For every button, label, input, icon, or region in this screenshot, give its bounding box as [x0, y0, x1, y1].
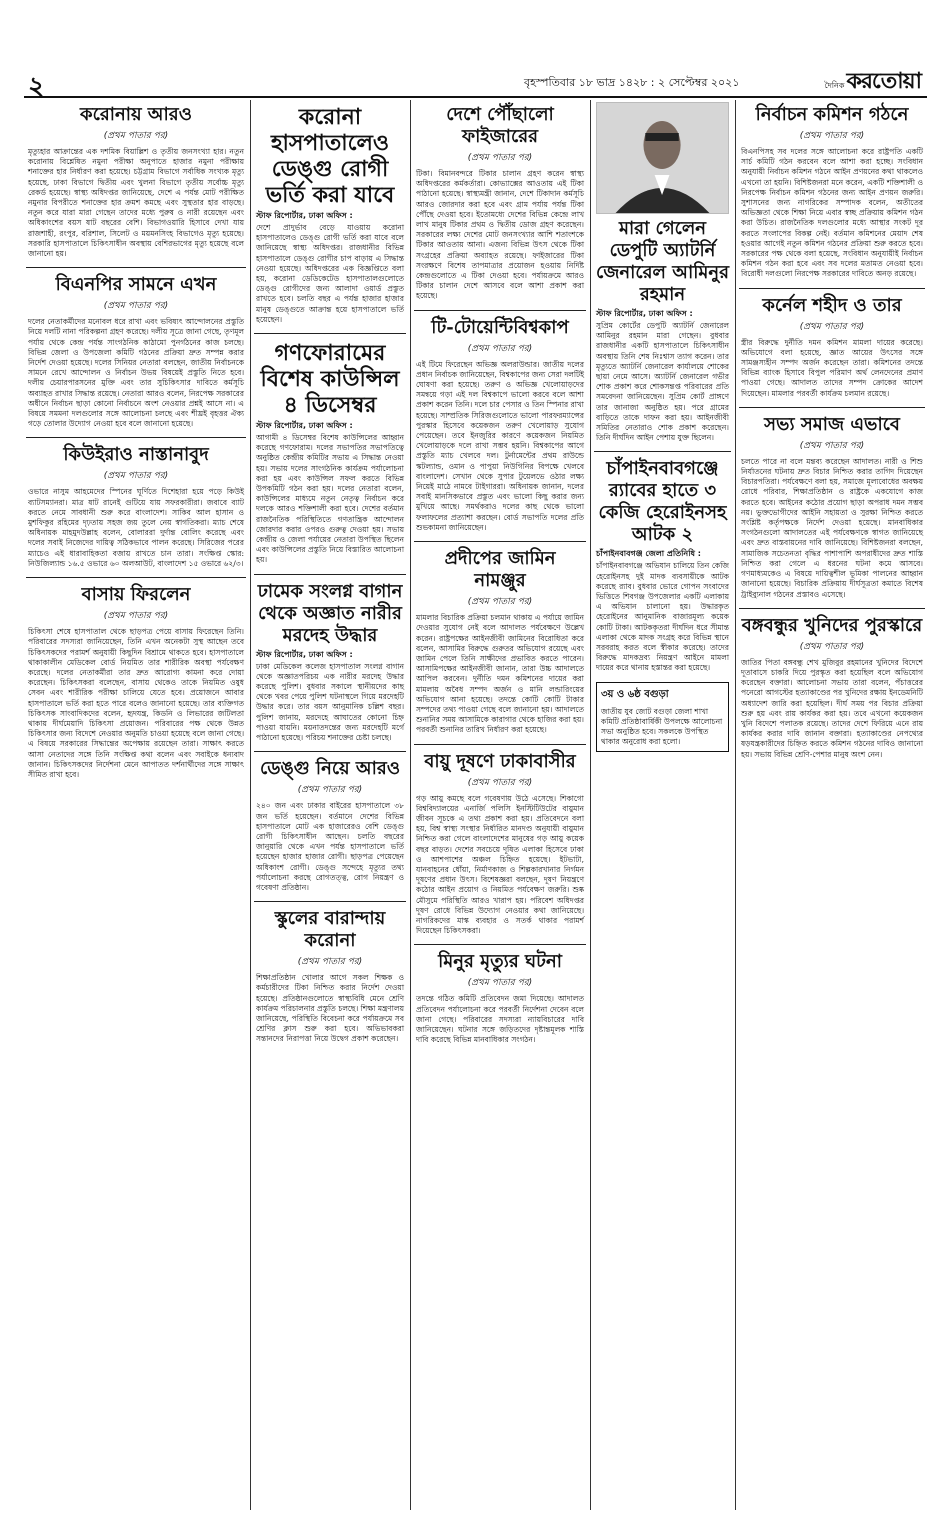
body-text: টিকা। বিমানবন্দরে টিকার চালান গ্রহণ করেন স্বাস্থ্য অধিদপ্তরের কর্মকর্তারা। কোভ্যাক্সের আওতায় এই টিকা পাঠানো হয়েছে। স্বাস্থ্যমন্ত্রী জানান, দেশে টিকাদান কর্মসূচি আরও জোরদার করা হবে এবং গ্রাম পর্যায় পর্যন্ত টিকা পৌঁছে দেওয়া হবে। ইতোমধ্যে দেশের বিভিন্ন কেন্দ্রে লাখ লাখ মানুষ টিকার প্রথম ও দ্বিতীয় ডোজ গ্রহণ করেছেন। সরকারের লক্ষ্য দেশের মোট জনসংখ্যার আশি শতাংশকে টিকার আওতায় আনা। এজন্য বিভিন্ন উৎস থেকে টিকা সংগ্রহের প্রক্রিয়া অব্যাহত রয়েছে। ফাইজারের টিকা সংরক্ষণে বিশেষ তাপমাত্রার প্রয়োজন হওয়ায় নির্দিষ্ট কেন্দ্রগুলোতে এ টিকা দেওয়া হবে। পর্যায়ক্রমে আরও টিকার চালান দেশে আসবে বলে আশা প্রকাশ করা হয়েছে। — [416, 169, 584, 301]
body-text: এই টিমে ফিরেছেন অভিজ্ঞ অলরাউন্ডার। জাতীয় দলের প্রধান নির্বাচক জানিয়েছেন, বিশ্বকাপের জন্য সেরা দলটিই ঘোষণা করা হয়েছে। তরুণ ও অভিজ্ঞ খেলোয়াড়দের সমন্বয়ে গড়া এই দল বিশ্বকাপে ভালো করবে বলে আশা প্রকাশ করেন তিনি। দলে চার পেসার ও তিন স্পিনার রাখা হয়েছে। সাম্প্রতিক সিরিজগুলোতে ভালো পারফরম্যান্সের পুরস্কার হিসেবে কয়েকজন তরুণ খেলোয়াড় সুযোগ পেয়েছেন। তবে ইনজুরির কারণে কয়েকজন নিয়মিত খেলোয়াড়কে দলে রাখা সম্ভব হয়নি। বিশ্বকাপের আগে প্রস্তুতি ম্যাচ খেলবে দল। টুর্নামেন্টের প্রথম রাউন্ডে স্কটল্যান্ড, ওমান ও পাপুয়া নিউগিনির বিপক্ষে খেলবে বাংলাদেশ। সেখান থেকে সুপার টুয়েলভে ওঠার লক্ষ্য নিয়েই মাঠে নামবে টাইগাররা। অধিনায়ক জানান, দলের সবাই মানসিকভাবে প্রস্তুত এবং ভালো কিছু করার জন্য মুখিয়ে আছে। সমর্থকরাও দলের কাছ থেকে ভালো ফলাফলের প্রত্যাশা করছেন। বোর্ড সভাপতি দলের প্রতি শুভকামনা জানিয়েছেন। — [416, 359, 584, 532]
body-text: সুপ্রিম কোর্টের ডেপুটি অ্যাটর্নি জেনারেল আমিনুর রহমান মারা গেছেন। বুধবার রাজধানীর একটি হাসপাতালে চিকিৎসাধীন অবস্থায় তিনি শেষ নিঃশ্বাস ত্যাগ করেন। তার মৃত্যুতে অ্যাটর্নি জেনারেল কার্যালয়ে শোকের ছায়া নেমে আসে। অ্যাটর্নি জেনারেল গভীর শোক প্রকাশ করে শোকসন্তপ্ত পরিবারের প্রতি সমবেদনা জানিয়েছেন। সুপ্রিম কোর্ট প্রাঙ্গণে তার জানাজা অনুষ্ঠিত হয়। পরে গ্রামের বাড়িতে তাকে দাফন করা হয়। আইনজীবী সমিতির নেতারাও শোক প্রকাশ করেছেন। তিনি দীর্ঘদিন আইন পেশায় যুক্ত ছিলেন। — [596, 321, 729, 443]
headline: বায়ু দূষণে ঢাকাবাসীর — [424, 750, 576, 772]
continued-tag: (প্রথম পাতার পর) — [799, 641, 865, 652]
headline: করোনায় আরও — [80, 104, 192, 125]
divider — [254, 751, 406, 752]
story-election-commission — [741, 104, 923, 280]
divider — [414, 744, 586, 745]
divider — [739, 407, 925, 408]
headline: ডেঙ্গু নিয়ে আরও — [259, 758, 401, 780]
body-text: মৃত্যুহার আক্রান্তের এক দশমিক বিয়াল্লিশ ও তৃতীয় জনসংখ্যা হার। নতুন করোনায় বিশ্লেষিত নমুনা পরীক্ষা অনুপাতে হাজার নমুনা পরীক্ষায় শনাক্তের হার নির্ধারণ করা হয়েছে। চট্টগ্রাম বিভাগে সর্বাধিক সংখ্যক মৃত্যু হয়েছে, ঢাকা বিভাগে দ্বিতীয় এবং খুলনা বিভাগে তৃতীয় সর্বোচ্চ মৃত্যু রেকর্ড হয়েছে। স্বাস্থ্য অধিদপ্তর জানিয়েছে, দেশে এ পর্যন্ত মোট পরীক্ষিত নমুনার বিপরীতে শনাক্তের হার ক্রমশ কমছে এবং সুস্থতার হার বাড়ছে। নতুন করে যারা মারা গেছেন তাদের মধ্যে পুরুষ ও নারী রয়েছেন এবং অধিকাংশের বয়স ষাট বছরের বেশি। বিভাগওয়ারি হিসাবে দেখা যায় রাজশাহী, রংপুর, বরিশাল, সিলেট ও ময়মনসিংহ বিভাগেও মৃত্যু হয়েছে। সরকারি হাসপাতালে চিকিৎসাধীন অবস্থায় বেশিরভাগের মৃত্যু হয়েছে বলে জানানো হয়। — [28, 147, 244, 259]
story-deputy-ag — [596, 218, 729, 443]
body-text: ওভারে নাসুম আহমেদের স্পিনের ঘূর্ণিতে দিশেহারা হয়ে পড়ে কিউই ব্যাটসম্যানরা। মাত্র ষাট রানেই গুটিয়ে যায় সফরকারীরা। জবাবে ব্যাট করতে নেমে সাবধানী শুরু করে বাংলাদেশ। সাকিব আল হাসান ও মুশফিকুর রহিমের দৃঢ়তায় সহজ জয় তুলে নেয় স্বাগতিকরা। ম্যাচ শেষে অধিনায়ক মাহমুদউল্লাহ বলেন, বোলাররা দুর্দান্ত বোলিং করেছে এবং দলের সবাই নিজেদের দায়িত্ব সঠিকভাবে পালন করেছে। সিরিজের পরের ম্যাচেও এই ধারাবাহিকতা বজায় রাখতে চান তারা। সংক্ষিপ্ত স্কোর: নিউজিল্যান্ড ১৬.৫ ওভারে ৬০ অলআউট, বাংলাদেশ ১৫ ওভারে ৬২/৩। — [28, 487, 244, 568]
headline: দেশে পৌঁছালো ফাইজারের — [446, 104, 554, 147]
newspaper-logo — [824, 64, 921, 101]
byline: স্টাফ রিপোর্টার, ঢাকা অফিস : — [256, 211, 353, 220]
story-pfizer — [416, 104, 584, 302]
story-kiwis — [28, 444, 244, 569]
headline: বাসায় ফিরলেন — [81, 584, 191, 606]
divider — [26, 437, 246, 438]
headline: করোনা হাসপাতালেও ডেঙ্গু রোগী ভর্তি করা যাবে — [265, 104, 395, 208]
notice-body: জাতীয় যুব জোট বগুড়া জেলা শাখা কমিটি প্রতিষ্ঠাবার্ষিকী উপলক্ষে আলোচনা সভা অনুষ্ঠিত হবে। সকলকে উপস্থিত থাকার অনুরোধ করা হলো। — [601, 706, 723, 746]
continued-tag: (প্রথম পাতার পর) — [103, 131, 169, 141]
byline: স্টাফ রিপোর্টার, ঢাকা অফিস : — [256, 649, 353, 659]
byline: চাঁপাইনবাবগঞ্জ জেলা প্রতিনিধি : — [596, 549, 701, 559]
headline: বিএনপির সামনে এখন — [55, 274, 217, 296]
column-rule — [590, 100, 591, 1510]
continued-tag: (প্রথম পাতার পর) — [467, 153, 533, 163]
continued-tag: (প্রথম পাতার পর) — [297, 957, 363, 968]
masthead — [24, 64, 927, 102]
dateline: বৃহস্পতিবার ১৮ ভাদ্র ১৪২৮ : ২ সেপ্টেম্বর ২০২১ — [524, 76, 740, 89]
page-number: ২ — [28, 72, 45, 102]
body-text: আগামী ৪ ডিসেম্বর বিশেষ কাউন্সিলের আহ্বান করেছে গণফোরাম। দলের সভাপতির সভাপতিত্বে অনুষ্ঠিত কেন্দ্রীয় কমিটির সভায় এ সিদ্ধান্ত নেওয়া হয়। সভায় দলের সাংগঠনিক কার্যক্রম পর্যালোচনা করা হয় এবং কাউন্সিল সফল করতে বিভিন্ন উপকমিটি গঠন করা হয়। দলের নেতারা বলেন, কাউন্সিলের মাধ্যমে নতুন নেতৃত্ব নির্বাচন করে দলকে আরও শক্তিশালী করা হবে। দেশের বর্তমান রাজনৈতিক পরিস্থিতিতে গণতান্ত্রিক আন্দোলন জোরদার করার ওপরও গুরুত্ব দেওয়া হয়। সভায় কেন্দ্রীয় ও জেলা পর্যায়ের নেতারা উপস্থিত ছিলেন এবং কাউন্সিলের প্রস্তুতি নিয়ে বিস্তারিত আলোচনা হয়। — [256, 433, 404, 565]
logo-name: করতোয়া — [846, 68, 921, 94]
body-text: চিকিৎসা শেষে হাসপাতাল থেকে ছাড়পত্র পেয়ে বাসায় ফিরেছেন তিনি। পরিবারের সদস্যরা জানিয়েছেন, তিনি এখন অনেকটা সুস্থ আছেন তবে চিকিৎসকদের পরামর্শ অনুযায়ী কিছুদিন বিশ্রামে থাকতে হবে। হাসপাতালে থাকাকালীন মেডিকেল বোর্ড নিয়মিত তার শারীরিক অবস্থা পর্যবেক্ষণ করেছে। দলের নেতাকর্মীরা তার দ্রুত আরোগ্য কামনা করে দোয়া করেছেন। চিকিৎসকরা বলেছেন, বাসায় থেকেও তাকে নিয়মিত ওষুধ সেবন এবং শারীরিক পরীক্ষা চালিয়ে যেতে হবে। প্রয়োজনে আবার হাসপাতালে ভর্তি করা হতে পারে বলেও জানানো হয়েছে। তার ব্যক্তিগত চিকিৎসক সাংবাদিকদের বলেন, হৃদযন্ত্র, কিডনি ও লিভারের জটিলতা থাকায় দীর্ঘমেয়াদি চিকিৎসা প্রয়োজন। পরিবারের পক্ষ থেকে উন্নত চিকিৎসার জন্য বিদেশে নেওয়ার অনুমতি চাওয়া হয়েছে বলে জানা গেছে। এ বিষয়ে সরকারের সিদ্ধান্তের অপেক্ষায় রয়েছেন তারা। সাক্ষাৎ করতে আসা নেতাদের সঙ্গে তিনি সংক্ষিপ্ত কথা বলেন এবং সবাইকে ধন্যবাদ জানান। চিকিৎসকদের নির্দেশনা মেনে আপাতত দর্শনার্থীদের সঙ্গে সাক্ষাৎ সীমিত রাখা হবে। — [28, 627, 244, 779]
divider — [739, 288, 925, 289]
continued-tag: (প্রথম পাতার পর) — [799, 440, 865, 451]
story-dengue-hospital — [256, 104, 404, 325]
continued-tag: (প্রথম পাতার পর) — [467, 978, 533, 989]
body-text: মামলার বিচারিক প্রক্রিয়া চলমান থাকায় এ পর্যায়ে জামিন দেওয়ার সুযোগ নেই বলে আদালত পর্যবেক্ষণে উল্লেখ করেন। রাষ্ট্রপক্ষের আইনজীবী জামিনের বিরোধিতা করে বলেন, আসামির বিরুদ্ধে গুরুতর অভিযোগ রয়েছে এবং জামিন পেলে তিনি সাক্ষীদের প্রভাবিত করতে পারেন। আসামিপক্ষের আইনজীবী জানান, তারা উচ্চ আদালতে আপিল করবেন। দুর্নীতি দমন কমিশনের দায়ের করা মামলায় অবৈধ সম্পদ অর্জন ও মানি লন্ডারিংয়ের অভিযোগ আনা হয়েছে। তদন্তে কোটি কোটি টাকার সম্পদের তথ্য পাওয়া গেছে বলে জানানো হয়। আদালতে শুনানির সময় আসামিকে কারাগার থেকে হাজির করা হয়। পরবর্তী শুনানির তারিখ নির্ধারণ করা হয়েছে। — [416, 613, 584, 735]
notice-title: ৩য় ও ৬ষ্ঠ বগুড়া — [601, 688, 669, 700]
story-corona — [28, 104, 244, 259]
divider — [414, 944, 586, 945]
body-text: চলতে পারে না বলে মন্তব্য করেছেন আদালত। নারী ও শিশু নির্যাতনের ঘটনায় দ্রুত বিচার নিশ্চিত করার তাগিদ দিয়েছেন বিচারপতিরা। পর্যবেক্ষণে বলা হয়, সমাজে মূল্যবোধের অবক্ষয় রোধে পরিবার, শিক্ষাপ্রতিষ্ঠান ও রাষ্ট্রকে একযোগে কাজ করতে হবে। আইনের কঠোর প্রয়োগ ছাড়া অপরাধ দমন সম্ভব নয়। ভুক্তভোগীদের আইনি সহায়তা ও সুরক্ষা নিশ্চিত করতে সংশ্লিষ্ট কর্তৃপক্ষকে নির্দেশ দেওয়া হয়েছে। মানবাধিকার সংগঠনগুলো আদালতের এই পর্যবেক্ষণকে স্বাগত জানিয়েছে এবং দ্রুত বাস্তবায়নের দাবি জানিয়েছে। বিশিষ্টজনরা বলছেন, সামাজিক সচেতনতা বৃদ্ধির পাশাপাশি অপরাধীদের দ্রুত শাস্তি নিশ্চিত করা গেলে এ ধরনের ঘটনা কমে আসবে। গণমাধ্যমকেও এ বিষয়ে দায়িত্বশীল ভূমিকা পালনের আহ্বান জানানো হয়েছে। বিচারিক প্রক্রিয়ায় দীর্ঘসূত্রতা কমাতে বিশেষ ট্রাইব্যুনাল গঠনের প্রস্তাবও এসেছে। — [741, 456, 923, 599]
body-text: ২৪০ জন এবং ঢাকার বাইরের হাসপাতালে ৩৮ জন ভর্তি হয়েছেন। বর্তমানে দেশের বিভিন্ন হাসপাতালে মোট এক হাজারেরও বেশি ডেঙ্গু রোগী চিকিৎসাধীন আছেন। চলতি বছরের জানুয়ারি থেকে এখন পর্যন্ত হাসপাতালে ভর্তি হয়েছেন হাজার হাজার রোগী। ছাড়পত্র পেয়েছেন অধিকাংশ রোগী। ডেঙ্গু সন্দেহে মৃত্যুর তথ্য পর্যালোচনা করছে রোগতত্ত্ব, রোগ নিয়ন্ত্রণ ও গবেষণা প্রতিষ্ঠান। — [256, 801, 404, 892]
continued-tag: (প্রথম পাতার পর) — [467, 597, 533, 608]
headline: প্রদীপের জামিন নামঞ্জুর — [444, 548, 556, 592]
body-text: চাঁপাইনবাবগঞ্জে অভিযান চালিয়ে তিন কেজি হেরোইনসহ দুই মাদক ব্যবসায়ীকে আটক করেছে র‌্যাব। বুধবার ভোরে গোপন সংবাদের ভিত্তিতে শিবগঞ্জ উপজেলার একটি এলাকায় এ অভিযান চালানো হয়। উদ্ধারকৃত হেরোইনের আনুমানিক বাজারমূল্য কয়েক কোটি টাকা। আটককৃতরা দীর্ঘদিন ধরে সীমান্ত এলাকা থেকে মাদক সংগ্রহ করে বিভিন্ন স্থানে সরবরাহ করত বলে স্বীকার করেছে। তাদের বিরুদ্ধে মাদকদ্রব্য নিয়ন্ত্রণ আইনে মামলা দায়ের করে থানায় হস্তান্তর করা হয়েছে। — [596, 561, 729, 673]
body-text: তদন্তে গঠিত কমিটি প্রতিবেদন জমা দিয়েছে। আদালত প্রতিবেদন পর্যালোচনা করে পরবর্তী নির্দেশনা দেবেন বলে জানা গেছে। পরিবারের সদস্যরা ন্যায়বিচারের দাবি জানিয়েছেন। ঘটনার সঙ্গে জড়িতদের দৃষ্টান্তমূলক শাস্তি দাবি করেছে বিভিন্ন মানবাধিকার সংগঠন। — [416, 994, 584, 1045]
continued-tag: (প্রথম পাতার পর) — [297, 785, 363, 796]
body-text: শিক্ষাপ্রতিষ্ঠান খোলার আগে সকল শিক্ষক ও কর্মচারীদের টিকা নিশ্চিত করার নির্দেশ দেওয়া হয়েছে। প্রতিষ্ঠানগুলোতে স্বাস্থ্যবিধি মেনে শ্রেণি কার্যক্রম পরিচালনার প্রস্তুতি চলছে। শিক্ষা মন্ত্রণালয় জানিয়েছে, পরিস্থিতি বিবেচনা করে পর্যায়ক্রমে সব শ্রেণির ক্লাস শুরু করা হবে। অভিভাবকরা সন্তানদের নিরাপত্তা নিয়ে উদ্বেগ প্রকাশ করেছেন। — [256, 973, 404, 1044]
body-text: স্ত্রীর বিরুদ্ধে দুর্নীতি দমন কমিশন মামলা দায়ের করেছে। অভিযোগে বলা হয়েছে, জ্ঞাত আয়ের উৎসের সঙ্গে সামঞ্জস্যহীন সম্পদ অর্জন করেছেন তারা। কমিশনের তদন্তে বিভিন্ন ব্যাংক হিসাবে বিপুল পরিমাণ অর্থ লেনদেনের প্রমাণ পাওয়া গেছে। আদালত তাদের সম্পদ ক্রোকের আদেশ দিয়েছেন। মামলার পরবর্তী কার্যক্রম চলমান রয়েছে। — [741, 337, 923, 398]
headline: নির্বাচন কমিশন গঠনে — [755, 104, 909, 125]
column-3 — [412, 100, 588, 1510]
continued-tag: (প্রথম পাতার পর) — [467, 343, 533, 354]
story-bangabandhu-killers — [741, 615, 923, 760]
divider — [414, 541, 586, 542]
headline: কর্নেল শহীদ ও তার — [762, 294, 902, 316]
divider — [594, 451, 731, 452]
divider — [254, 333, 406, 334]
divider — [254, 574, 406, 575]
headline: ঢামেক সংলগ্ন বাগান থেকে অজ্ঞাত নারীর মরদেহ উদ্ধার — [257, 580, 403, 646]
continued-tag: (প্রথম পাতার পর) — [103, 471, 169, 482]
continued-tag: (প্রথম পাতার পর) — [103, 301, 169, 312]
headline: মিনুর মৃত্যুর ঘটনা — [438, 951, 562, 973]
continued-tag: (প্রথম পাতার পর) — [467, 777, 533, 788]
divider — [739, 608, 925, 609]
byline: স্টাফ রিপোর্টার, ঢাকা অফিস : — [596, 309, 693, 318]
column-1 — [24, 100, 248, 1510]
story-gonoforum — [256, 340, 404, 566]
continued-tag: (প্রথম পাতার পর) — [799, 131, 865, 141]
story-bail-rejected — [416, 548, 584, 735]
story-t20-worldcup — [416, 317, 584, 533]
divider — [26, 577, 246, 578]
column-4 — [592, 100, 733, 1510]
story-bnp — [28, 274, 244, 429]
divider — [254, 901, 406, 902]
headline: বঙ্গবন্ধুর খুনিদের পুরস্কারে — [741, 614, 923, 636]
continued-tag: (প্রথম পাতার পর) — [103, 611, 169, 622]
column-rule — [735, 100, 736, 1510]
column-rule — [410, 100, 411, 1510]
logo-prefix: দৈনিক — [824, 81, 845, 90]
headline: টি-টোয়েন্টিবিশ্বকাপ — [431, 316, 569, 338]
story-colonel-shahid — [741, 295, 923, 399]
body-text: জাতির পিতা বঙ্গবন্ধু শেখ মুজিবুর রহমানের খুনিদের বিদেশে দূতাবাসে চাকরি দিয়ে পুরস্কৃত করা হয়েছিল বলে অভিযোগ করেছেন বক্তারা। আলোচনা সভায় তারা বলেন, পঁচাত্তরের পনেরো আগস্টের হত্যাকাণ্ডের পর খুনিদের রক্ষায় ইনডেমনিটি অধ্যাদেশ জারি করা হয়েছিল। দীর্ঘ সময় পর বিচার প্রক্রিয়া শুরু হয় এবং রায় কার্যকর করা হয়। তবে এখনো কয়েকজন খুনি বিদেশে পলাতক রয়েছে। তাদের দেশে ফিরিয়ে এনে রায় কার্যকর করার দাবি জানান বক্তারা। হত্যাকাণ্ডের নেপথ্যের ষড়যন্ত্রকারীদের চিহ্নিত করতে কমিশন গঠনের দাবিও জানানো হয়। সভায় বিভিন্ন শ্রেণি-পেশার মানুষ অংশ নেন। — [741, 657, 923, 759]
body-text: দেশে প্রাদুর্ভাব বেড়ে যাওয়ায় করোনা হাসপাতালেও ডেঙ্গু রোগী ভর্তি করা যাবে বলে জানিয়েছে স্বাস্থ্য অধিদপ্তর। রাজধানীর বিভিন্ন হাসপাতালে ডেঙ্গু রোগীর চাপ বাড়ায় এ সিদ্ধান্ত নেওয়া হয়েছে। অধিদপ্তরের এক বিজ্ঞপ্তিতে বলা হয়, করোনা ডেডিকেটেড হাসপাতালগুলোতে ডেঙ্গু রোগীদের জন্য আলাদা ওয়ার্ড প্রস্তুত রাখতে হবে। চলতি বছর এ পর্যন্ত হাজার হাজার মানুষ ডেঙ্গুতে আক্রান্ত হয়ে হাসপাতালে ভর্তি হয়েছেন। — [256, 223, 404, 324]
story-civil-society — [741, 414, 923, 600]
divider — [414, 310, 586, 311]
story-air-pollution — [416, 751, 584, 937]
divider — [26, 267, 246, 268]
story-minu-death — [416, 951, 584, 1045]
column-rule — [250, 100, 251, 1510]
body-text: ঢাকা মেডিকেল কলেজ হাসপাতাল সংলগ্ন বাগান থেকে অজ্ঞাতপরিচয় এক নারীর মরদেহ উদ্ধার করেছে পুলিশ। বুধবার সকালে স্থানীয়দের কাছ থেকে খবর পেয়ে পুলিশ ঘটনাস্থলে গিয়ে মরদেহটি উদ্ধার করে। তার বয়স আনুমানিক চল্লিশ বছর। পুলিশ জানায়, মরদেহে আঘাতের কোনো চিহ্ন পাওয়া যায়নি। ময়নাতদন্তের জন্য মরদেহটি মর্গে পাঠানো হয়েছে। পরিচয় শনাক্তের চেষ্টা চলছে। — [256, 661, 404, 743]
body-text: দলের নেতাকর্মীদের মনোবল ধরে রাখা এবং ভবিষ্যৎ আন্দোলনের প্রস্তুতি নিয়ে দলটি নানা পরিকল্পনা গ্রহণ করেছে। দলীয় সূত্রে জানা গেছে, তৃণমূল পর্যায় থেকে কেন্দ্র পর্যন্ত সাংগঠনিক কাঠামো পুনর্গঠনের কাজ চলছে। বিভিন্ন জেলা ও উপজেলা কমিটি গঠনের প্রক্রিয়া দ্রুত সম্পন্ন করার নির্দেশ দেওয়া হয়েছে। দলের সিনিয়র নেতারা বলছেন, জাতীয় নির্বাচনকে সামনে রেখে আন্দোলন ও নির্বাচন উভয় বিষয়েই প্রস্তুতি নিতে হবে। দলীয় চেয়ারপারসনের মুক্তি এবং তার সুচিকিৎসার দাবিতে কর্মসূচি অব্যাহত রাখার সিদ্ধান্ত রয়েছে। নেতারা আরও বলেন, নিরপেক্ষ সরকারের অধীনে নির্বাচন ছাড়া কোনো নির্বাচনে অংশ নেওয়ার প্রশ্নই আসে না। এ বিষয়ে সমমনা দলগুলোর সঙ্গে আলোচনা চলছে এবং শীঘ্রই বৃহত্তর ঐক্য গড়ে তোলার উদ্যোগ নেওয়া হবে বলে জানানো হয়েছে। — [28, 317, 244, 429]
body-text: গড় আয়ু কমছে বলে গবেষণায় উঠে এসেছে। শিকাগো বিশ্ববিদ্যালয়ের এনার্জি পলিসি ইনস্টিটিউটের বায়ুমান জীবন সূচকে এ তথ্য প্রকাশ করা হয়। প্রতিবেদনে বলা হয়, বিশ্ব স্বাস্থ্য সংস্থার নির্ধারিত মানদণ্ড অনুযায়ী বায়ুমান নিশ্চিত করা গেলে বাংলাদেশের মানুষের গড় আয়ু কয়েক বছর বাড়ত। দেশের সবচেয়ে দূষিত এলাকা হিসেবে ঢাকা ও আশপাশের অঞ্চল চিহ্নিত হয়েছে। ইটভাটা, যানবাহনের ধোঁয়া, নির্মাণকাজ ও শিল্পকারখানার নির্গমন দূষণের প্রধান উৎস। বিশেষজ্ঞরা বলছেন, দূষণ নিয়ন্ত্রণে কঠোর আইন প্রয়োগ ও নিয়মিত পর্যবেক্ষণ জরুরি। শুষ্ক মৌসুমে পরিস্থিতি আরও খারাপ হয়। পরিবেশ অধিদপ্তর দূষণ রোধে বিভিন্ন উদ্যোগ নেওয়ার কথা জানিয়েছে। নাগরিকদের মাস্ক ব্যবহার ও সতর্ক থাকার পরামর্শ দিয়েছেন চিকিৎসকরা। — [416, 793, 584, 936]
notice-box — [596, 682, 729, 752]
byline: স্টাফ রিপোর্টার, ঢাকা অফিস : — [256, 421, 353, 431]
column-5 — [737, 100, 927, 1510]
story-heroin-arrest — [596, 458, 729, 673]
body-text: বিএনপিসহ সব দলের সঙ্গে আলোচনা করে রাষ্ট্রপতি একটি সার্চ কমিটি গঠন করবেন বলে আশা করা হচ্ছে। সংবিধান অনুযায়ী নির্বাচন কমিশন গঠনে আইন প্রণয়নের কথা থাকলেও এখনো তা হয়নি। বিশিষ্টজনরা মনে করেন, একটি শক্তিশালী ও নিরপেক্ষ নির্বাচন কমিশন গঠনের জন্য আইন প্রণয়ন জরুরি। সুশাসনের জন্য নাগরিকের সম্পাদক বলেন, অতীতের অভিজ্ঞতা থেকে শিক্ষা নিয়ে এবার স্বচ্ছ প্রক্রিয়ায় কমিশন গঠন করা উচিত। রাজনৈতিক দলগুলোর মধ্যে আস্থার সংকট দূর করতে সংলাপের বিকল্প নেই। বর্তমান কমিশনের মেয়াদ শেষ হওয়ার আগেই নতুন কমিশন গঠনের প্রক্রিয়া শুরু করতে হবে। সরকারের পক্ষ থেকে বলা হয়েছে, সংবিধান অনুযায়ীই নির্বাচন কমিশন গঠন করা হবে এবং সব দলের মতামত নেওয়া হবে। বিরোধী দলগুলো নিরপেক্ষ সরকারের দাবিতে অনড় রয়েছে। — [741, 147, 923, 279]
story-dmch-body — [256, 581, 404, 744]
column-2 — [252, 100, 408, 1510]
story-dengue-more — [256, 758, 404, 893]
headline: চাঁপাইনবাবগঞ্জে র‌্যাবের হাতে ৩ কেজি হেরোইনসহ আটক ২ — [598, 458, 727, 546]
story-school-corona — [256, 908, 404, 1044]
headline: স্কুলের বারান্দায় করোনা — [274, 908, 386, 952]
portrait-photo — [596, 102, 729, 214]
headline: কিউইরাও নাস্তানাবুদ — [63, 444, 209, 466]
headline: সভ্য সমাজ এভাবে — [764, 413, 900, 435]
headline: মারা গেলেন ডেপুটি অ্যাটর্নি জেনারেল আমিনুর রহমান — [596, 218, 729, 305]
continued-tag: (প্রথম পাতার পর) — [799, 321, 865, 332]
story-returned-home — [28, 584, 244, 780]
headline: গণফোরামের বিশেষ কাউন্সিল ৪ ডিসেম্বর — [260, 340, 400, 419]
